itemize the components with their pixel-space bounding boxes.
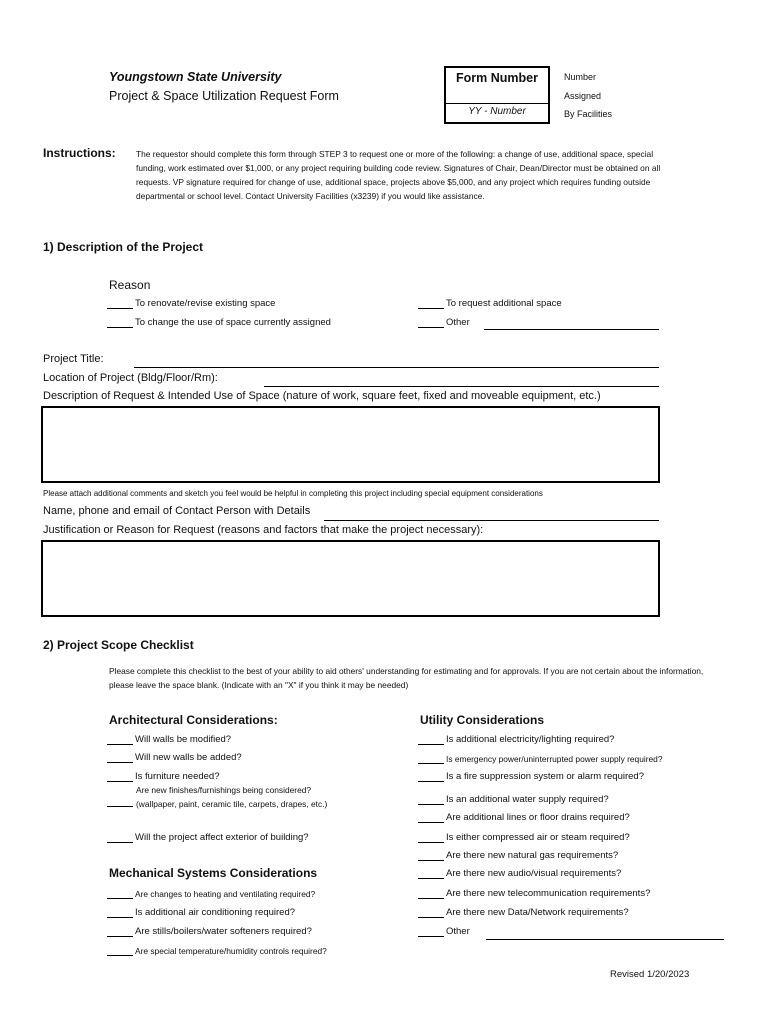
reason-renovate-label: To renovate/revise existing space: [135, 298, 276, 309]
justification-label: Justification or Reason for Request (reasons and factors that make the project necessary):: [43, 524, 484, 536]
checkbox-blank[interactable]: [418, 793, 444, 805]
contact-field[interactable]: [324, 508, 659, 521]
mech-humidity[interactable]: [107, 944, 327, 960]
util-compressed-air[interactable]: [418, 831, 630, 847]
mech-air-conditioning-label: Is additional air conditioning required?: [135, 907, 296, 918]
architectural-heading: Architectural Considerations:: [109, 713, 278, 727]
util-natural-gas-label: Are there new natural gas requirements?: [446, 850, 619, 861]
util-fire-suppression-label: Is a fire suppression system or alarm required?: [446, 771, 644, 782]
checkbox-blank[interactable]: [107, 770, 133, 782]
location-field[interactable]: [264, 374, 659, 387]
instructions-label: Instructions:: [43, 146, 116, 160]
checkbox-blank[interactable]: [418, 925, 444, 937]
reason-change-use[interactable]: [107, 316, 331, 332]
justification-textarea[interactable]: [41, 540, 660, 617]
util-data-network[interactable]: [418, 906, 629, 922]
arch-exterior[interactable]: [107, 831, 309, 847]
arch-walls-modified[interactable]: [107, 733, 231, 749]
reason-additional-space[interactable]: [418, 297, 562, 313]
form-number-field[interactable]: YY - Number: [468, 106, 526, 117]
util-other-field[interactable]: [486, 927, 724, 940]
util-floor-drains[interactable]: [418, 811, 630, 827]
checklist-intro: Please complete this checklist to the best of your ability to aid others' understanding for estimating and for approvals. If you are not certain about the information, please leave the space blank. (Indicate with an "X" if you think it may be needed): [109, 666, 704, 690]
arch-new-walls-label: Will new walls be added?: [135, 752, 242, 763]
util-electricity-label: Is additional electricity/lighting required?: [446, 734, 615, 745]
util-other-label: Other: [446, 926, 470, 937]
checkbox-blank[interactable]: [418, 752, 444, 764]
mech-boilers-label: Are stills/boilers/water softeners required?: [135, 926, 312, 937]
mechanical-heading: Mechanical Systems Considerations: [109, 866, 318, 880]
checkbox-blank[interactable]: [107, 733, 133, 745]
mech-boilers[interactable]: [107, 925, 312, 941]
util-floor-drains-label: Are additional lines or floor drains required?: [446, 812, 630, 823]
checkbox-blank[interactable]: [107, 751, 133, 763]
util-natural-gas[interactable]: [418, 849, 618, 865]
section1-heading: 1) Description of the Project: [43, 240, 204, 254]
reason-change-use-label: To change the use of space currently assigned: [135, 317, 331, 328]
checkbox-blank[interactable]: [107, 297, 133, 309]
checkbox-blank[interactable]: [418, 811, 444, 823]
util-other[interactable]: [418, 925, 470, 941]
util-audio-visual-label: Are there new audio/visual requirements?: [446, 868, 622, 879]
mech-humidity-label: Are special temperature/humidity controls required?: [135, 946, 327, 956]
mech-air-conditioning[interactable]: [107, 906, 295, 922]
reason-other[interactable]: [418, 316, 470, 332]
arch-exterior-label: Will the project affect exterior of building?: [135, 832, 309, 843]
project-title-field[interactable]: [134, 355, 659, 368]
instructions-text: The requestor should complete this form through STEP 3 to request one or more of the following: a change of use, additional space, special funding, work estimated over $1,000, or any project requiring building code review. Signatures of Chair, Dean/Director must be obtained on all requests. VP signature required for change of use, additional space, projects above $5,000, and any project which requires funding outside departmental or school level. Contact University Facilities (x3239) if you would like assistance.: [136, 149, 661, 201]
checkbox-blank[interactable]: [418, 849, 444, 861]
checkbox-blank[interactable]: [107, 906, 133, 918]
reason-other-field[interactable]: [484, 317, 659, 330]
util-compressed-air-label: Is either compressed air or steam required?: [446, 832, 630, 843]
mech-heating[interactable]: [107, 887, 315, 903]
checkbox-blank[interactable]: [418, 831, 444, 843]
checkbox-blank[interactable]: [418, 316, 444, 328]
arch-walls-modified-label: Will walls be modified?: [135, 734, 232, 745]
side-note-facilities: By Facilities: [564, 109, 613, 119]
arch-furniture-label: Is furniture needed?: [135, 771, 220, 782]
attach-note: Please attach additional comments and sketch you feel would be helpful in completing this project including special equipment considerations: [43, 489, 543, 498]
arch-finishes-label: Are new finishes/furnishings being considered? (wallpaper, paint, ceramic tile, carpets, drapes, etc.): [136, 785, 328, 809]
checkbox-blank[interactable]: [107, 887, 133, 899]
side-note-assigned: Assigned: [564, 91, 602, 101]
checkbox-blank[interactable]: [418, 867, 444, 879]
arch-new-walls[interactable]: [107, 751, 242, 767]
arch-finishes-checkbox[interactable]: [107, 794, 133, 807]
reason-label: Reason: [109, 278, 151, 292]
form-number-box: [444, 66, 550, 124]
util-audio-visual[interactable]: [418, 867, 621, 883]
form-title: Project & Space Utilization Request Form: [109, 89, 339, 103]
util-water-supply-label: Is an additional water supply required?: [446, 794, 609, 805]
reason-renovate[interactable]: [107, 297, 275, 313]
util-data-network-label: Are there new Data/Network requirements?: [446, 907, 629, 918]
util-fire-suppression[interactable]: [418, 770, 644, 786]
checkbox-blank[interactable]: [418, 887, 444, 899]
checkbox-blank[interactable]: [418, 733, 444, 745]
checkbox-blank[interactable]: [107, 944, 133, 956]
checkbox-blank[interactable]: [418, 770, 444, 782]
checkbox-blank[interactable]: [107, 925, 133, 937]
reason-other-label: Other: [446, 317, 470, 328]
mech-heating-label: Are changes to heating and ventilating required?: [135, 889, 316, 899]
checkbox-blank[interactable]: [418, 297, 444, 309]
side-note-number: Number: [564, 72, 597, 82]
description-label: Description of Request & Intended Use of Space (nature of work, square feet, fixed and moveable equipment, etc.): [43, 390, 601, 402]
utility-heading: Utility Considerations: [420, 713, 545, 727]
util-telecom[interactable]: [418, 887, 650, 903]
checkbox-blank[interactable]: [418, 906, 444, 918]
project-title-label: Project Title:: [43, 353, 104, 365]
checkbox-blank[interactable]: [107, 316, 133, 328]
reason-additional-space-label: To request additional space: [446, 298, 562, 309]
form-number-label: Form Number: [446, 68, 548, 104]
util-electricity[interactable]: [418, 733, 614, 749]
util-emergency-power-label: Is emergency power/uninterrupted power supply required?: [446, 754, 663, 764]
revised-date: Revised 1/20/2023: [610, 969, 690, 980]
contact-label: Name, phone and email of Contact Person with Details: [43, 505, 311, 517]
checkbox-blank[interactable]: [107, 831, 133, 843]
location-label: Location of Project (Bldg/Floor/Rm):: [43, 372, 218, 384]
description-textarea[interactable]: [41, 406, 660, 483]
util-emergency-power[interactable]: [418, 752, 662, 768]
util-water-supply[interactable]: [418, 793, 609, 809]
util-telecom-label: Are there new telecommunication requirements?: [446, 888, 651, 899]
section2-heading: 2) Project Scope Checklist: [43, 638, 194, 652]
university-name: Youngstown State University: [109, 70, 282, 84]
